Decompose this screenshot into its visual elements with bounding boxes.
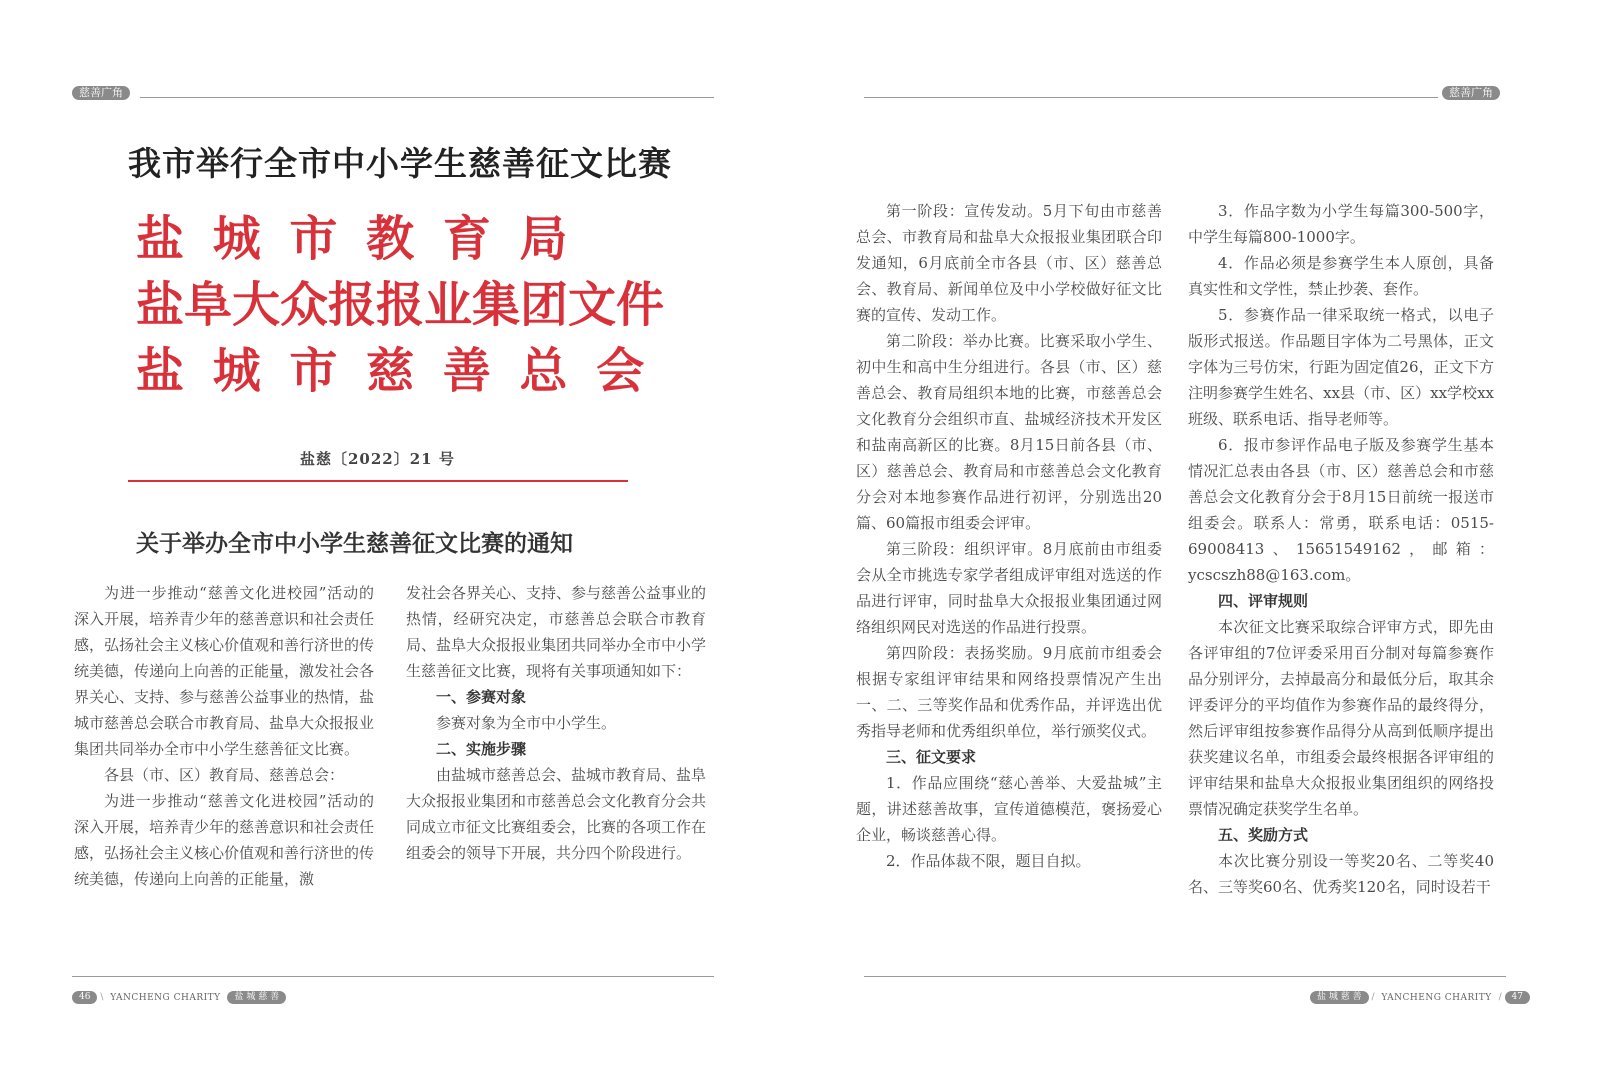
red-header-line-2: 盐阜大众报报业集团文件	[136, 277, 665, 333]
document-number: 盐慈〔2022〕21 号	[300, 450, 455, 468]
paragraph: 本次比赛分别设一等奖20名、二等奖40名、三等奖60名、优秀奖120名，同时设若干	[1188, 852, 1494, 896]
paragraph: 为进一步推动“慈善文化进校园”活动的深入开展，培养青少年的慈善意识和社会责任感，弘扬社会主义核心价值观和善行济世的传统美德，传递向上向善的正能量，激	[74, 792, 375, 888]
section-heading: 一、参赛对象	[436, 688, 527, 706]
section-heading: 四、评审规则	[1218, 592, 1309, 610]
page-number: 47	[1505, 991, 1530, 1004]
section-heading: 五、奖励方式	[1218, 826, 1309, 844]
paragraph: 1．作品应围绕“慈心善举、大爱盐城”主题，讲述慈善故事，宣传道德模范，褒扬爱心企业，畅谈慈善心得。	[856, 774, 1162, 844]
footer-left: 46 \ YANCHENG CHARITY 盐 城 慈 善	[72, 991, 286, 1004]
paragraph: 3．作品字数为小学生每篇300-500字，中学生每篇800-1000字。	[1188, 202, 1494, 246]
article-title: 我市举行全市中小学生慈善征文比赛	[128, 144, 672, 183]
footer-right: 盐 城 慈 善 / YANCHENG CHARITY / 47	[1310, 991, 1530, 1004]
left-column-2	[406, 580, 706, 866]
paragraph: 第四阶段：表扬奖励。9月底前市组委会根据专家组评审结果和网络投票情况产生出一、二、三等奖作品和优秀作品，并评选出优秀指导老师和优秀组织单位，举行颁奖仪式。	[856, 644, 1162, 740]
section-tag-left: 慈善广角	[72, 86, 130, 100]
section-tag-right: 慈善广角	[1442, 86, 1500, 100]
red-header-block	[136, 206, 664, 404]
paragraph: 第三阶段：组织评审。8月底前由市组委会从全市挑选专家学者组成评审组对选送的作品进行评审，同时盐阜大众报报业集团通过网络组织网民对选送的作品进行投票。	[856, 540, 1162, 636]
footer-rule-left	[72, 976, 714, 977]
paragraph: 本次征文比赛采取综合评审方式，即先由各评审组的7位评委采用百分制对每篇参赛作品分别评分，去掉最高分和最低分后，取其余评委评分的平均值作为参赛作品的最终得分，然后评审组按参赛作品得分从高到低顺序提出获奖建议名单，市组委会最终根据各评审组的评审结果和盐阜大众报报业集团组织的网络投票情况确定获奖学生名单。	[1188, 618, 1494, 818]
right-column-1	[856, 198, 1162, 874]
page-number: 46	[72, 991, 97, 1004]
left-column-1	[74, 580, 374, 892]
paragraph: 发社会各界关心、支持、参与慈善公益事业的热情，经研究决定，市慈善总会联合市教育局、盐阜大众报报业集团共同举办全市中小学生慈善征文比赛，现将有关事项通知如下：	[406, 584, 707, 680]
right-column-2	[1188, 198, 1494, 900]
red-header-line-3: 盐 城 市 慈 善 总 会	[136, 343, 651, 399]
paragraph: 由盐城市慈善总会、盐城市教育局、盐阜大众报报业集团和市慈善总会文化教育分会共同成立市征文比赛组委会，比赛的各项工作在组委会的领导下开展，共分四个阶段进行。	[406, 766, 707, 862]
footer-magazine: 盐 城 慈 善	[1310, 991, 1369, 1004]
footer-rule-right	[864, 976, 1506, 977]
footer-magazine: 盐 城 慈 善	[227, 991, 286, 1004]
header-rule-right	[864, 97, 1438, 98]
red-header-line-1: 盐 城 市 教 育 局	[136, 211, 574, 267]
footer-english: YANCHENG CHARITY	[1381, 992, 1492, 1003]
paragraph: 为进一步推动“慈善文化进校园”活动的深入开展，培养青少年的慈善意识和社会责任感，弘扬社会主义核心价值观和善行济世的传统美德，传递向上向善的正能量，激发社会各界关心、支持、参与慈善公益事业的热情，盐城市慈善总会联合市教育局、盐阜大众报报业集团共同举办全市中小学生慈善征文比赛。	[74, 584, 375, 758]
red-divider	[128, 480, 628, 482]
paragraph: 参赛对象为全市中小学生。	[436, 714, 617, 732]
paragraph: 6．报市参评作品电子版及参赛学生基本情况汇总表由各县（市、区）慈善总会和市慈善总会文化教育分会于8月15日前统一报送市组委会。联系人：常勇，联系电话：0515-69008413、15651549162，邮箱：ycscszh88@163.com。	[1188, 436, 1494, 584]
paragraph: 第一阶段：宣传发动。5月下旬由市慈善总会、市教育局和盐阜大众报报业集团联合印发通知，6月底前全市各县（市、区）慈善总会、教育局、新闻单位及中小学校做好征文比赛的宣传、发动工作。	[856, 202, 1162, 324]
paragraph: 2．作品体裁不限，题目自拟。	[886, 852, 1091, 870]
footer-english: YANCHENG CHARITY	[110, 992, 221, 1003]
section-heading: 三、征文要求	[886, 748, 977, 766]
notice-title: 关于举办全市中小学生慈善征文比赛的通知	[136, 530, 573, 557]
section-heading: 二、实施步骤	[436, 740, 527, 758]
paragraph: 5．参赛作品一律采取统一格式，以电子版形式报送。作品题目字体为二号黑体，正文字体为三号仿宋，行距为固定值26，正文下方注明参赛学生姓名、xx县（市、区）xx学校xx班级、联系电话、指导老师等。	[1188, 306, 1494, 428]
header-rule-left	[140, 97, 714, 98]
paragraph: 第二阶段：举办比赛。比赛采取小学生、初中生和高中生分组进行。各县（市、区）慈善总会、教育局组织本地的比赛，市慈善总会文化教育分会组织市直、盐城经济技术开发区和盐南高新区的比赛。8月15日前各县（市、区）慈善总会、教育局和市慈善总会文化教育分会对本地参赛作品进行初评，分别选出20篇、60篇报市组委会评审。	[856, 332, 1162, 532]
paragraph: 4．作品必须是参赛学生本人原创，具备真实性和文学性，禁止抄袭、套作。	[1188, 254, 1494, 298]
paragraph: 各县（市、区）教育局、慈善总会：	[104, 766, 345, 784]
